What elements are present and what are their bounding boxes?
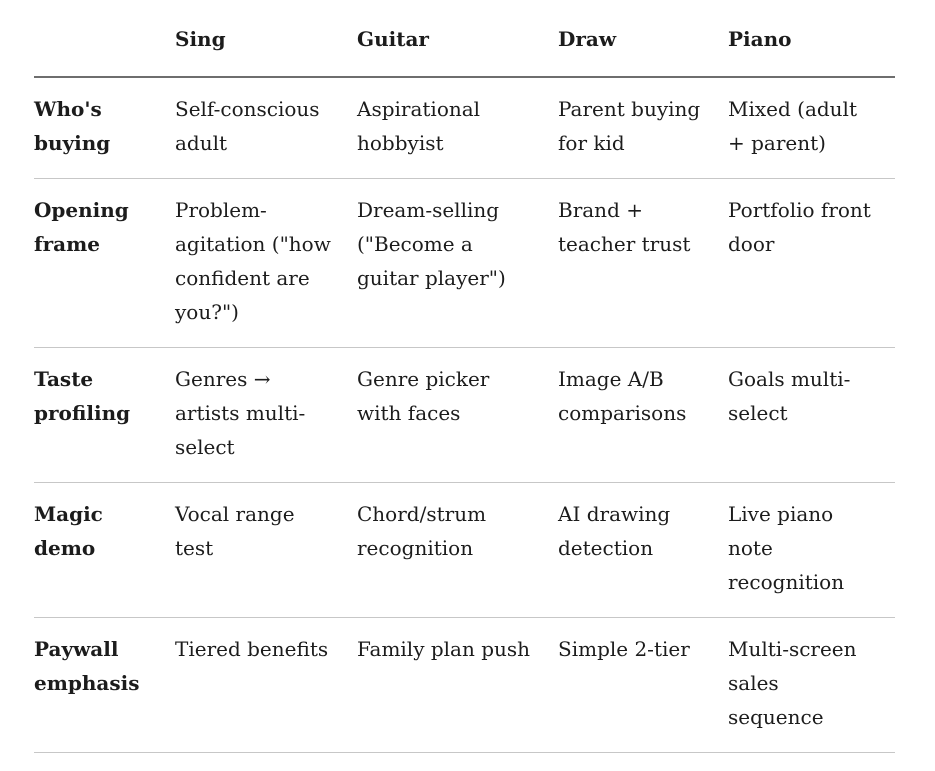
row-label: Who's buying	[34, 77, 175, 179]
table-cell: Self-conscious adult	[175, 77, 357, 179]
table-cell: Simple 2-tier	[558, 618, 728, 753]
header-cell-draw: Draw	[558, 12, 728, 77]
table-row-whos-buying	[34, 77, 895, 179]
row-label: Opening frame	[34, 179, 175, 348]
table-cell: Multi-screen sales sequence	[728, 618, 895, 753]
table-cell: Goals multi-select	[728, 348, 895, 483]
header-cell-piano: Piano	[728, 12, 895, 77]
header-cell-sing: Sing	[175, 12, 357, 77]
header-cell-guitar: Guitar	[357, 12, 558, 77]
table-cell: Genres → artists multi-select	[175, 348, 357, 483]
table-cell: Portfolio front door	[728, 179, 895, 348]
header-cell-blank	[34, 12, 175, 77]
table-row-paywall-emphasis	[34, 618, 895, 753]
comparison-table	[34, 12, 895, 753]
table-cell: Family plan push	[357, 618, 558, 753]
row-label: Magic demo	[34, 483, 175, 618]
table-row-opening-frame	[34, 179, 895, 348]
table-cell: Dream-selling ("Become a guitar player")	[357, 179, 558, 348]
table-row-taste-profiling	[34, 348, 895, 483]
table-cell: Problem-agitation ("how confident are you?")	[175, 179, 357, 348]
table-cell: Brand + teacher trust	[558, 179, 728, 348]
table-cell: Image A/B comparisons	[558, 348, 728, 483]
table-cell: Tiered benefits	[175, 618, 357, 753]
row-label: Paywall emphasis	[34, 618, 175, 753]
row-label: Taste profiling	[34, 348, 175, 483]
header-row	[34, 12, 895, 77]
table-row-magic-demo	[34, 483, 895, 618]
table-cell: Parent buying for kid	[558, 77, 728, 179]
table-cell: Chord/strum recognition	[357, 483, 558, 618]
table-cell: Live piano note recognition	[728, 483, 895, 618]
table-cell: Vocal range test	[175, 483, 357, 618]
table-cell: AI drawing detection	[558, 483, 728, 618]
table-cell: Mixed (adult + parent)	[728, 77, 895, 179]
table-cell: Aspirational hobbyist	[357, 77, 558, 179]
table-cell: Genre picker with faces	[357, 348, 558, 483]
